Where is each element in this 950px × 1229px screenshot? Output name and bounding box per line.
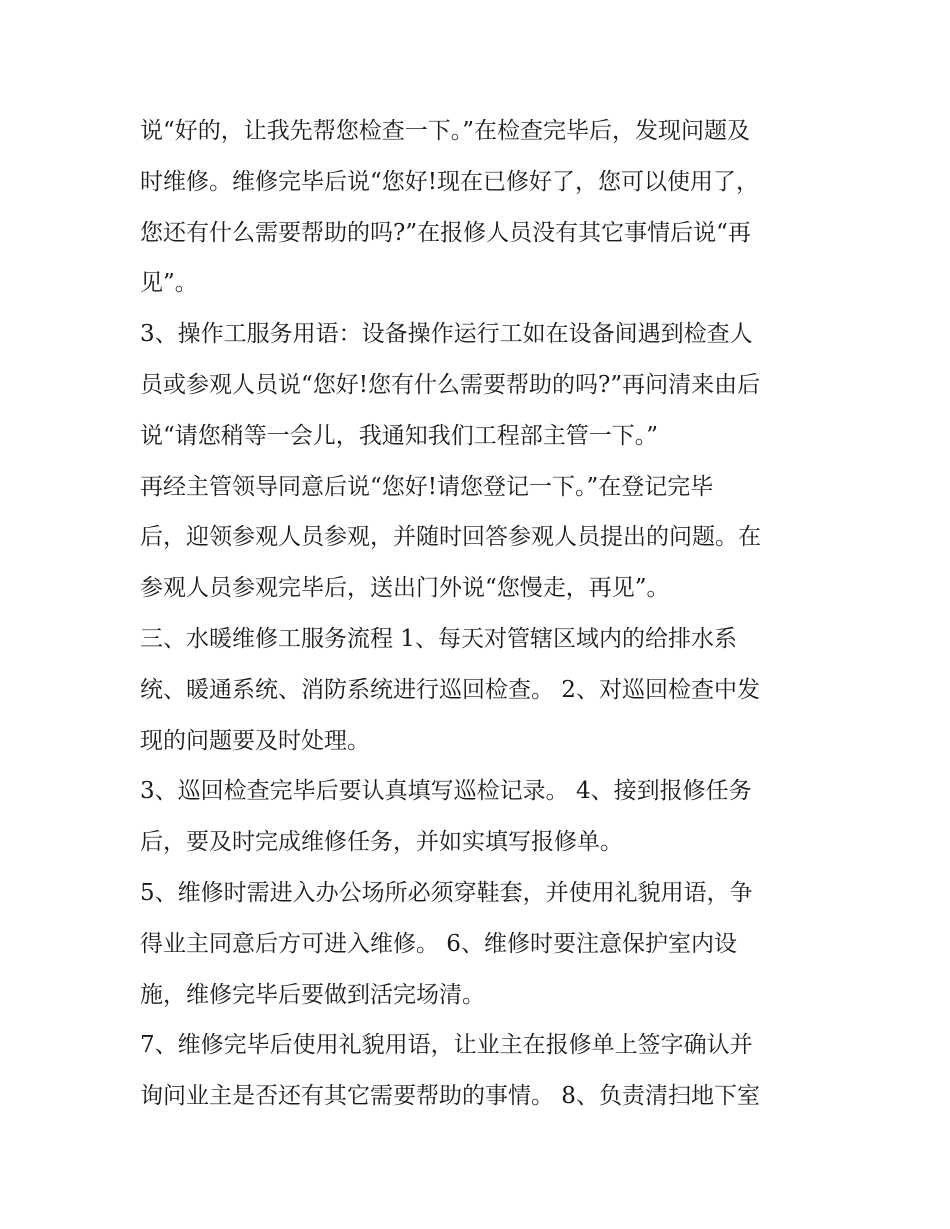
text-line: 说“请您稍等一会儿，我通知我们工程部主管一下。” <box>140 422 659 449</box>
text-line: 现的问题要及时处理。 <box>140 727 370 754</box>
text-line: 施，维修完毕后要做到活完场清。 <box>140 981 485 1008</box>
text-line: 统、暖通系统、消防系统进行巡回检查。 2、对巡回检查中发 <box>140 676 760 703</box>
text-line: 见”。 <box>140 270 198 297</box>
body-text <box>140 106 820 1122</box>
text-line: 后，要及时完成维修任务，并如实填写报修单。 <box>140 829 623 856</box>
text-line: 7、维修完毕后使用礼貌用语，让业主在报修单上签字确认并 <box>140 1032 753 1059</box>
text-line: 三、水暖维修工服务流程 1、每天对管辖区域内的给排水系 <box>140 625 737 652</box>
text-line: 5、维修时需进入办公场所必须穿鞋套，并使用礼貌用语，争 <box>140 879 753 906</box>
text-line: 您还有什么需要帮助的吗?”在报修人员没有其它事情后说“再 <box>140 219 751 246</box>
text-line: 再经主管领导同意后说“您好!请您登记一下。”在登记完毕 <box>140 473 714 500</box>
text-line: 3、巡回检查完毕后要认真填写巡检记录。 4、接到报修任务 <box>140 778 752 805</box>
text-line: 参观人员参观完毕后，送出门外说“您慢走，再见”。 <box>140 575 670 602</box>
text-line: 员或参观人员说“您好!您有什么需要帮助的吗?”再问清来由后 <box>140 371 761 398</box>
text-line: 得业主同意后方可进入维修。 6、维修时要注意保护室内设 <box>140 930 737 957</box>
text-line: 说“好的，让我先帮您检查一下。”在检查完毕后，发现问题及 <box>140 118 751 144</box>
text-line: 3、操作工服务用语：设备操作运行工如在设备间遇到检查人 <box>140 321 753 348</box>
text-line: 时维修。维修完毕后说“您好!现在已修好了，您可以使用了， <box>140 168 760 195</box>
text-line: 后，迎领参观人员参观，并随时回答参观人员提出的问题。在 <box>140 524 761 551</box>
text-line: 询问业主是否还有其它需要帮助的事情。 8、负责清扫地下室 <box>140 1083 760 1110</box>
